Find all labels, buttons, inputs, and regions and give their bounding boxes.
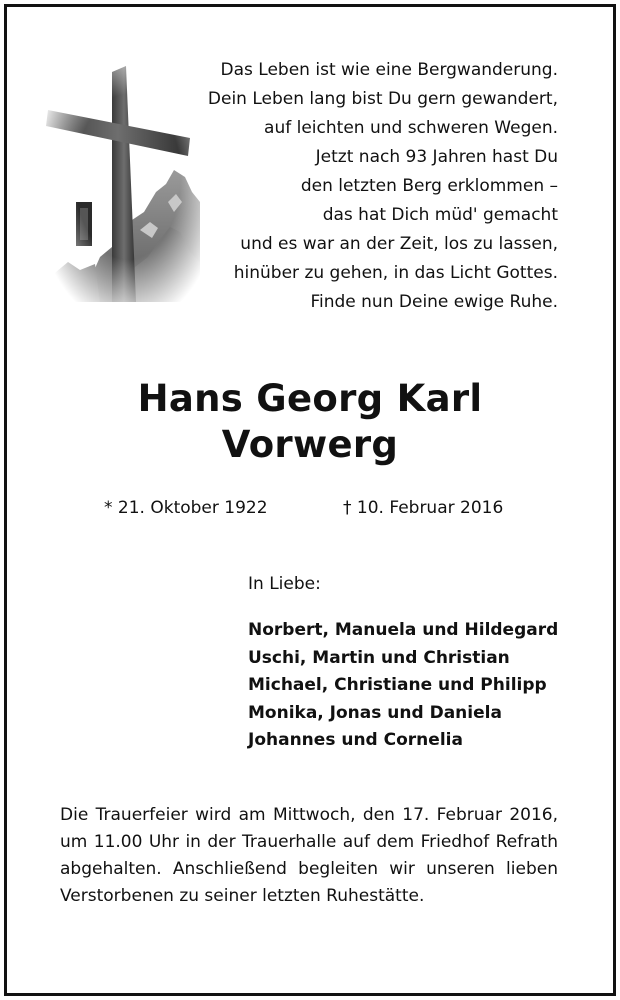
summit-cross-photo <box>40 52 200 302</box>
poem-line: hinüber zu gehen, in das Licht Gottes. <box>233 263 558 283</box>
mourner-line: Norbert, Manuela und Hildegard <box>248 620 559 640</box>
mourner-line: Michael, Christiane und Philipp <box>248 675 547 695</box>
service-notice: Die Trauerfeier wird am Mittwoch, den 17. Februar 2016, um 11.00 Uhr in der Trauerhalle auf dem Friedhof Refrath abgehalten. Anschließend begleiten wir unseren lieben Verstorbenen zu seiner letzten Ruhestätte. <box>60 805 558 906</box>
poem-line: Jetzt nach 93 Jahren hast Du <box>315 147 558 167</box>
poem-line: Das Leben ist wie eine Bergwanderung. <box>220 60 558 80</box>
poem-line: das hat Dich müd' gemacht <box>322 205 558 225</box>
poem-line: und es war an der Zeit, los zu lassen, <box>240 234 558 254</box>
poem-line: den letzten Berg erklommen – <box>300 176 558 196</box>
poem-line: auf leichten und schweren Wegen. <box>264 118 558 138</box>
poem-line: Dein Leben lang bist Du gern gewandert, <box>207 89 558 109</box>
mourners-label: In Liebe: <box>248 574 321 594</box>
poem-line: Finde nun Deine ewige Ruhe. <box>310 292 558 312</box>
deceased-name-line1: Hans Georg Karl <box>137 377 483 420</box>
mourner-line: Monika, Jonas und Daniela <box>248 702 502 723</box>
birth-date: * 21. Oktober 1922 <box>104 498 268 518</box>
deceased-name <box>0 376 620 468</box>
mourners-list <box>248 617 558 755</box>
death-date: † 10. Februar 2016 <box>343 498 504 518</box>
deceased-name-line2: Vorwerg <box>221 423 399 466</box>
mourner-line: Johannes und Cornelia <box>248 730 463 750</box>
poem <box>208 56 558 317</box>
mourner-line: Uschi, Martin und Christian <box>248 647 510 668</box>
